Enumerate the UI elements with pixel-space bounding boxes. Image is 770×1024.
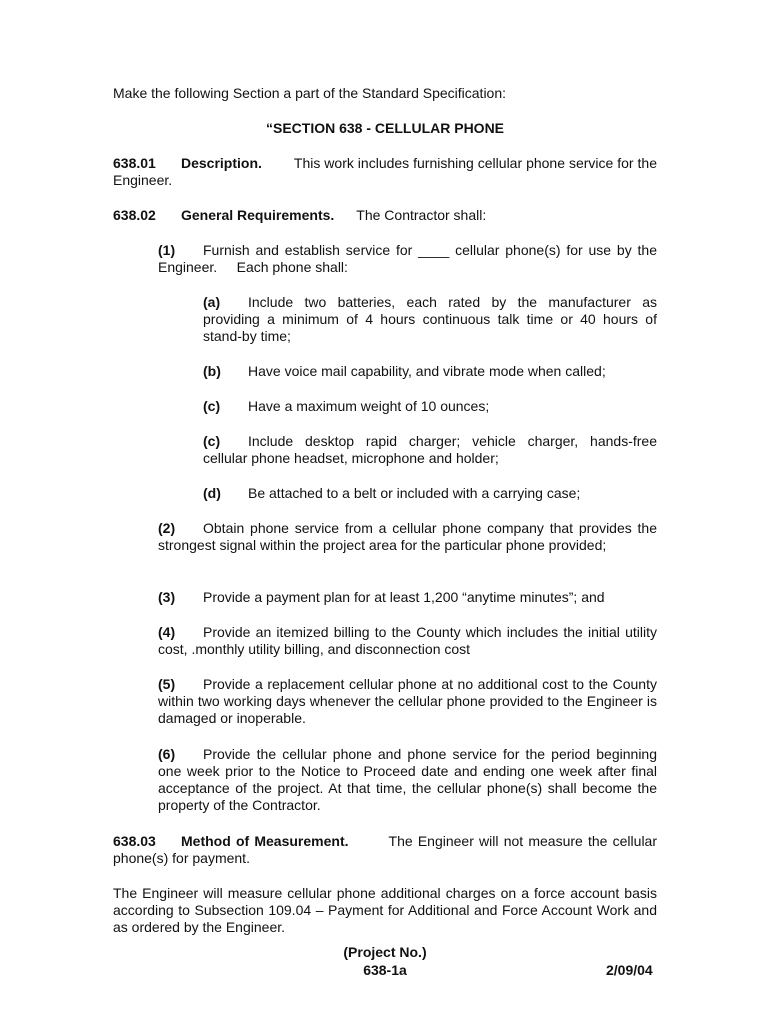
item-number: (3) (158, 589, 176, 605)
item-number: (6) (158, 746, 176, 762)
sub-item-c-second (203, 433, 657, 467)
item-text: Provide an itemized billing to the County which includes the initial utility cost, .monthly utility billing, and disconnection cost (158, 624, 657, 657)
item-number: (5) (158, 676, 176, 692)
sub-item-b (203, 363, 657, 380)
sub-item-number: (d) (203, 485, 221, 501)
sub-item-text: Be attached to a belt or included with a carrying case; (248, 485, 581, 501)
sub-item-text: Include two batteries, each rated by the manufacturer as providing a minimum of 4 hours continuous talk time or 40 hours of stand-by time; (203, 294, 657, 344)
list-item-1 (158, 242, 657, 276)
subsection-heading: General Requirements. (181, 207, 335, 223)
sub-item-number: (c) (203, 398, 221, 414)
subsection-638-01 (113, 155, 657, 189)
subsection-number: 638.02 (113, 207, 156, 223)
subsection-638-02 (113, 207, 657, 224)
sub-item-a (203, 294, 657, 345)
subsection-number: 638.01 (113, 155, 156, 171)
sub-item-text: Include desktop rapid charger; vehicle charger, hands-free cellular phone headset, microphone and holder; (203, 433, 657, 466)
footer-project-number: (Project No.) (343, 944, 427, 960)
section-title: “SECTION 638 - CELLULAR PHONE (265, 120, 505, 136)
list-item-5 (158, 676, 657, 727)
subsection-number: 638.03 (113, 833, 156, 849)
item-number: (1) (158, 242, 176, 258)
sub-item-text: Have a maximum weight of 10 ounces; (248, 398, 490, 414)
item-text: Obtain phone service from a cellular phone company that provides the strongest signal within the project area for the particular phone provided; (158, 520, 657, 553)
item-text: Provide a payment plan for at least 1,200 “anytime minutes”; and (203, 589, 605, 605)
item-text: Provide the cellular phone and phone service for the period beginning one week prior to the Notice to Proceed date and ending one week after final acceptance of the project. At that time, the cellular phone(s) shall become the property of the Contractor. (158, 746, 657, 813)
subsection-text: The Contractor shall: (356, 207, 487, 223)
footer-page-number: 638-1a (363, 962, 407, 978)
sub-item-number: (a) (203, 294, 221, 310)
item-text: Furnish and establish service for ____ cellular phone(s) for use by the Engineer. (158, 242, 657, 275)
list-item-3 (158, 589, 657, 606)
sub-item-number: (b) (203, 363, 221, 379)
subsection-heading: Description. (181, 155, 262, 171)
measurement-paragraph: The Engineer will measure cellular phone additional charges on a force account basis according to Subsection 109.04 – Payment for Additional and Force Account Work and as ordered by the Engineer. (113, 885, 657, 935)
item-text: Provide a replacement cellular phone at no additional cost to the County within two working days whenever the cellular phone provided to the Engineer is damaged or inoperable. (158, 676, 657, 726)
subsection-638-03 (113, 833, 657, 867)
list-item-6 (158, 746, 657, 814)
sub-item-number: (c) (203, 433, 221, 449)
subsection-text: The Engineer will not measure the cellular phone(s) for payment. (113, 833, 657, 866)
item-number: (2) (158, 520, 176, 536)
sub-item-c (203, 398, 657, 415)
list-item-2 (158, 520, 657, 554)
subsection-heading: Method of Measurement. (181, 833, 349, 849)
subsection-text: This work includes furnishing cellular phone service for the Engineer. (113, 155, 657, 188)
footer-date: 2/09/04 (606, 962, 653, 978)
item-text-continued: Each phone shall: (236, 259, 348, 275)
sub-item-d (203, 485, 657, 502)
intro-line: Make the following Section a part of the Standard Specification: (113, 85, 507, 101)
list-item-4 (158, 624, 657, 658)
sub-item-text: Have voice mail capability, and vibrate mode when called; (248, 363, 606, 379)
item-number: (4) (158, 624, 176, 640)
